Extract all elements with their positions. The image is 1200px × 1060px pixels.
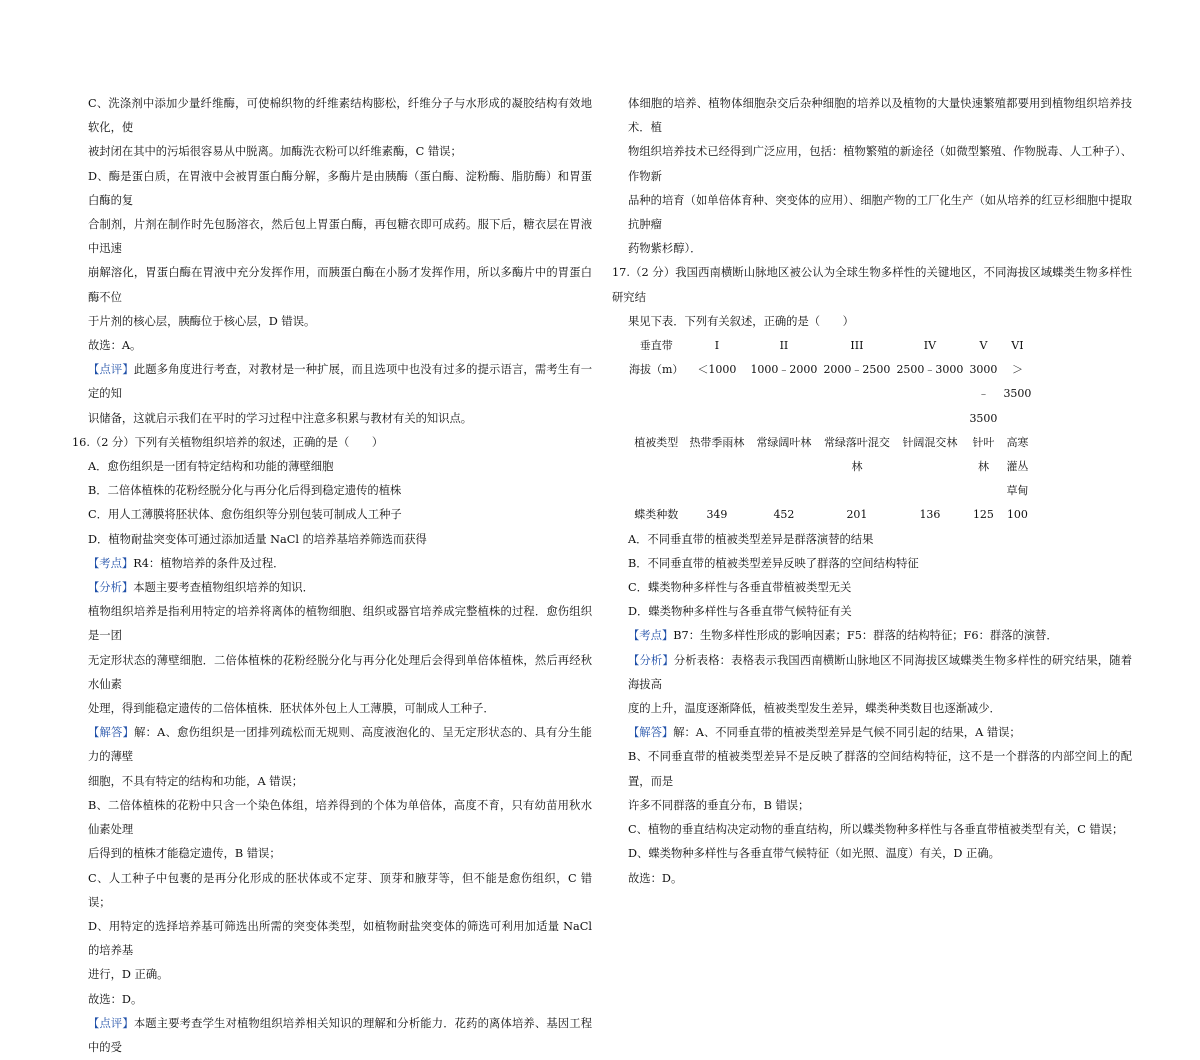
left-column: C、洗涤剂中添加少量纤维酶，可使棉织物的纤维素结构膨松，纤维分子与水形成的凝胶结构有效地软化，使 被封闭在其中的污垢很容易从中脱离。加酶洗衣粉可以纤维素酶，C 错误； D、酶是蛋白质，在胃液中会被胃蛋白酶分解，多酶片是由胰酶（蛋白酶、淀粉酶、脂肪酶）和胃蛋白酶的复 合制剂，片剂在制作时先包肠溶衣，然后包上胃蛋白酶，再包糖衣即可成药。服下后，糖衣层在胃液中迅速 崩解溶化，胃蛋白酶在胃液中充分发挥作用，而胰蛋白酶在小肠才发挥作用，所以多酶片中的胃蛋白酶不位 于片剂的核心层，胰酶位于核心层，D 错误。 故选：A。 【点评】此题多角度进行考查，对教材是一种扩展，而且选项中也没有过多的提示语言，需考生有一定的知 识储备，这就启示我们在平时的学习过程中注意多积累与教材有关的知识点。 16.（2 分）下列有关植物组织培养的叙述，正确的是（ ） A．愈伤组织是一团有特定结构和功能的薄壁细胞 B．二倍体植株的花粉经脱分化与再分化后得到稳定遗传的植株 C．用人工薄膜将胚状体、愈伤组织等分别包装可制成人工种子 D．植物耐盐突变体可通过添加适量 NaCl 的培养基培养筛选而获得 【考点】R4：植物培养的条件及过程． 【分析】本题主要考查植物组织培养的知识． 植物组织培养是指利用特定的培养将离体的植物细胞、组织或器官培养成完整植株的过程．愈伤组织是一团 无定形状态的薄壁细胞．二倍体植株的花粉经脱分化与再分化处理后会得到单倍体植株，然后再经秋水仙素 处理，得到能稳定遗传的二倍体植株．胚状体外包上人工薄膜，可制成人工种子． 【解答】解：A、愈伤组织是一团排列疏松而无规则、高度液泡化的、呈无定形状态的、具有分生能力的薄壁 细胞，不具有特定的结构和功能，A 错误； B、二倍体植株的花粉中只含一个染色体组，培养得到的个体为单倍体，高度不育，只有幼苗用秋水仙素处理 后得到的植株才能稳定遗传，B 错误； C、人工种子中包裹的是再分化形成的胚状体或不定芽、顶芽和腋芽等，但不能是愈伤组织，C 错误； D、用特定的选择培养基可筛选出所需的突变体类型，如植物耐盐突变体的筛选可利用加适量 NaCl 的培养基 进行，D 正确。 故选：D。 【点评】本题主要考查学生对植物组织培养相关知识的理解和分析能力．花药的离体培养、基因工程中的受 bbox=[72, 92, 592, 1060]
question-16-option-c: C．用人工薄膜将胚状体、愈伤组织等分别包装可制成人工种子 bbox=[88, 508, 402, 522]
solution-17: 【解答】解：A、不同垂直带的植被类型差异是气候不同引起的结果，A 错误； bbox=[628, 726, 1021, 740]
answer-15: 故选：A。 bbox=[88, 339, 142, 353]
question-16-option-a: A．愈伤组织是一团有特定结构和功能的薄壁细胞 bbox=[88, 460, 334, 474]
question-16: 16.（2 分）下列有关植物组织培养的叙述，正确的是（ ） bbox=[72, 435, 384, 449]
question-17: 17.（2 分）我国西南横断山脉地区被公认为全球生物多样性的关键地区，不同海拔区域蝶类生物多样性研究结 bbox=[612, 266, 1132, 304]
table-row: 蝶类种数 349 452 201 136 125 100 bbox=[634, 508, 1028, 522]
solution-16: 【解答】解：A、愈伤组织是一团排列疏松而无规则、高度液泡化的、呈无定形状态的、具有分生能力的薄壁 bbox=[88, 726, 592, 764]
table-row: 植被类型 热带季雨林 常绿阔叶林 常绿落叶混交林 针阔混交林 针叶林 高寒灌丛草甸 bbox=[634, 435, 1029, 498]
answer-17: 故选：D。 bbox=[628, 871, 683, 885]
analysis-17: 【分析】分析表格：表格表示我国西南横断山脉地区不同海拔区域蝶类生物多样性的研究结果，随着海拔高 bbox=[628, 653, 1132, 691]
question-16-option-b: B．二倍体植株的花粉经脱分化与再分化后得到稳定遗传的植株 bbox=[88, 484, 402, 498]
question-17-option-b: B．不同垂直带的植被类型差异反映了群落的空间结构特征 bbox=[628, 556, 919, 570]
review-15: 【点评】此题多角度进行考查，对教材是一种扩展，而且选项中也没有过多的提示语言，需考生有一定的知 bbox=[88, 363, 592, 401]
review-16: 【点评】本题主要考查学生对植物组织培养相关知识的理解和分析能力．花药的离体培养、基因工程中的受 bbox=[88, 1016, 592, 1054]
question-17-option-a: A．不同垂直带的植被类型差异是群落演替的结果 bbox=[628, 532, 874, 546]
right-column: 体细胞的培养、植物体细胞杂交后杂种细胞的培养以及植物的大量快速繁殖都要用到植物组织培养技术．植 物组织培养技术已经得到广泛应用，包括：植物繁殖的新途径（如微型繁殖、作物脱毒、人工种子）、作物新 品种的培育（如单倍体育种、突变体的应用）、细胞产物的工厂化生产（如从培养的红豆杉细胞中提取抗肿瘤 药物紫杉醇）． 17.（2 分）我国西南横断山脉地区被公认为全球生物多样性的关键地区，不同海拔区域蝶类生物多样性研究结 果见下表．下列有关叙述，正确的是（ ） 垂直带 I II III IV V VI 海拔（m） ＜1000 1000﹣2000 2000﹣2500 2500﹣3000 3000﹣3500 ＞3500 植被类型 热带季雨林 常绿阔叶林 常绿落叶混交林 针阔混交林 针叶林 高寒灌丛草甸 蝶类种数 349 452 201 136 125 100 A．不同垂直带的植被类型差异是群落演替的结果 B．不同垂直带的植被类型差异反映了群落的空间结构特征 C．蝶类物种多样性与各垂直带植被类型无关 D．蝶类物种多样性与各垂直带气候特征有关 【考点】B7：生物多样性形成的影响因素；F5：群落的结构特征；F6：群落的演替． 【分析】分析表格：表格表示我国西南横断山脉地区不同海拔区域蝶类生物多样性的研究结果，随着海拔高 度的上升，温度逐渐降低，植被类型发生差异，蝶类种类数目也逐渐减少． 【解答】解：A、不同垂直带的植被类型差异是气候不同引起的结果，A 错误； B、不同垂直带的植被类型差异不是反映了群落的空间结构特征，这不是一个群落的内部空间上的配置，而是 许多不同群落的垂直分布，B 错误； C、植物的垂直结构决定动物的垂直结构，所以蝶类物种多样性与各垂直带植被类型有关，C 错误； D、蝶类物种多样性与各垂直带气候特征（如光照、温度）有关，D 正确。 故选：D。 bbox=[612, 92, 1132, 891]
table-row: 垂直带 I II III IV V VI bbox=[639, 339, 1024, 353]
option-d-explanation: D、酶是蛋白质，在胃液中会被胃蛋白酶分解，多酶片是由胰酶（蛋白酶、淀粉酶、脂肪酶）和胃蛋白酶的复 bbox=[88, 169, 592, 207]
question-16-option-d: D．植物耐盐突变体可通过添加适量 NaCl 的培养基培养筛选而获得 bbox=[88, 532, 427, 546]
answer-16: 故选：D。 bbox=[88, 992, 143, 1006]
knowledge-point-16: 【考点】R4：植物培养的条件及过程． bbox=[88, 556, 285, 570]
question-17-option-d: D．蝶类物种多样性与各垂直带气候特征有关 bbox=[628, 605, 852, 619]
option-c-explanation: C、洗涤剂中添加少量纤维酶，可使棉织物的纤维素结构膨松，纤维分子与水形成的凝胶结构有效地软化，使 bbox=[88, 97, 592, 135]
analysis-16: 【分析】本题主要考查植物组织培养的知识． bbox=[88, 581, 314, 595]
knowledge-point-17: 【考点】B7：生物多样性形成的影响因素；F5：群落的结构特征；F6：群落的演替． bbox=[628, 629, 1058, 643]
review-tag: 【点评】 bbox=[88, 363, 134, 377]
vertical-belt-table bbox=[626, 334, 1034, 528]
question-17-option-c: C．蝶类物种多样性与各垂直带植被类型无关 bbox=[628, 581, 852, 595]
table-row: 海拔（m） ＜1000 1000﹣2000 2000﹣2500 2500﹣3000 3000﹣3500 ＞3500 bbox=[629, 363, 1032, 425]
